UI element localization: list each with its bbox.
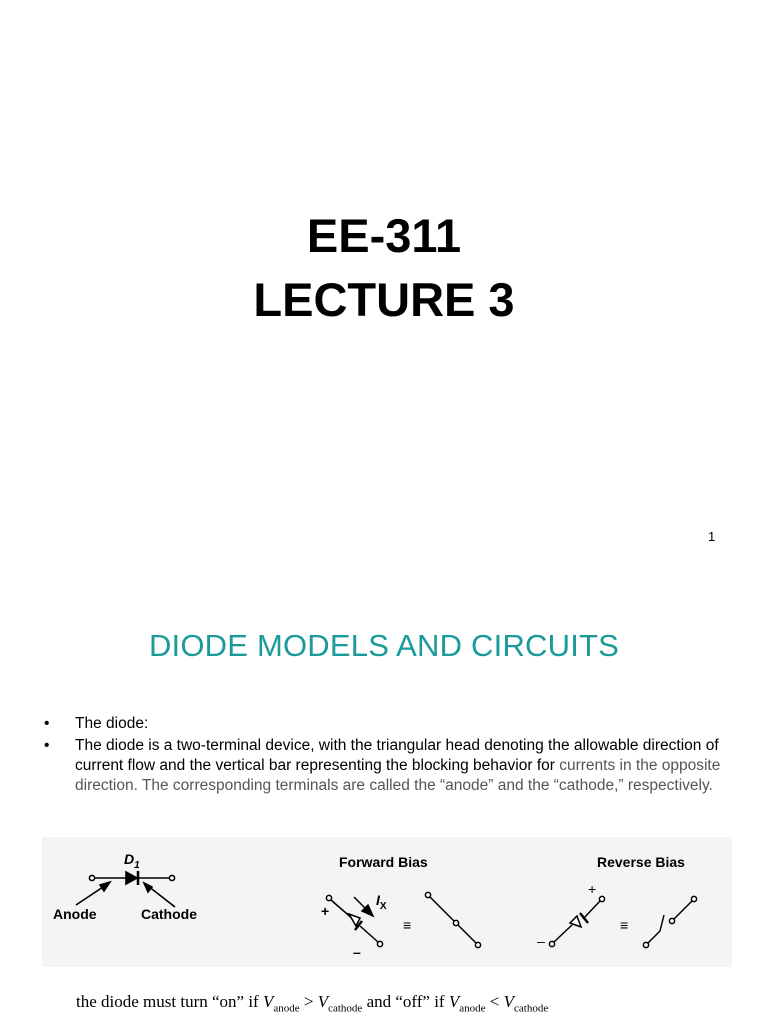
bullet-marker: •: [44, 715, 50, 732]
diode-symbol: [89, 871, 174, 885]
reverse-bias-title: Reverse Bias: [597, 854, 685, 870]
bullet-item: [44, 714, 724, 734]
diode-figure: [42, 837, 732, 967]
diode-condition-formula: the diode must turn “on” if $V_{anode} > V_{cathode}$ and “off” if $V_{anode} < V_{cathode}$: [76, 992, 549, 1015]
current-arrow: [354, 897, 373, 916]
bullet-list: [44, 714, 724, 798]
anode-label: Anode: [53, 906, 97, 922]
reverse-equivalent-sign: ≡: [620, 917, 629, 933]
slide-title-lecture: LECTURE 3: [253, 273, 515, 326]
forward-bias-diode: [326, 895, 382, 946]
diode-label: $D_1$: [124, 851, 140, 871]
cathode-label: Cathode: [141, 906, 197, 922]
bullet-marker: •: [44, 737, 50, 754]
bullet-text: The diode is a two-terminal device, with the triangular head denoting the allowable direction of current flow and the vertical bar representing the blocking behavior for: [75, 737, 719, 774]
reverse-plus-sign: +: [588, 881, 597, 897]
content-slide: [0, 560, 768, 1024]
reverse-minus-sign: –: [537, 933, 545, 949]
bullet-item: [44, 736, 724, 796]
forward-bias-title: Forward Bias: [339, 854, 428, 870]
forward-plus-sign: +: [321, 903, 330, 919]
bullet-text-continuation: currents in the opposite direction. The corresponding terminals are called the “anode” and the “cathode,” respectively.: [75, 757, 721, 794]
closed-switch: [425, 892, 480, 947]
label-arrows: [76, 882, 175, 907]
forward-equivalent-sign: ≡: [403, 917, 412, 933]
forward-minus-sign: –: [353, 944, 361, 960]
slide-title-course: EE-311: [306, 209, 462, 262]
reverse-bias-diode: [549, 896, 604, 946]
current-label: $I_X$: [376, 892, 387, 912]
slide-heading: DIODE MODELS AND CIRCUITS: [148, 628, 620, 663]
page-number: 1: [708, 529, 716, 544]
bullet-text: The diode:: [75, 715, 149, 732]
open-switch: [643, 896, 696, 947]
